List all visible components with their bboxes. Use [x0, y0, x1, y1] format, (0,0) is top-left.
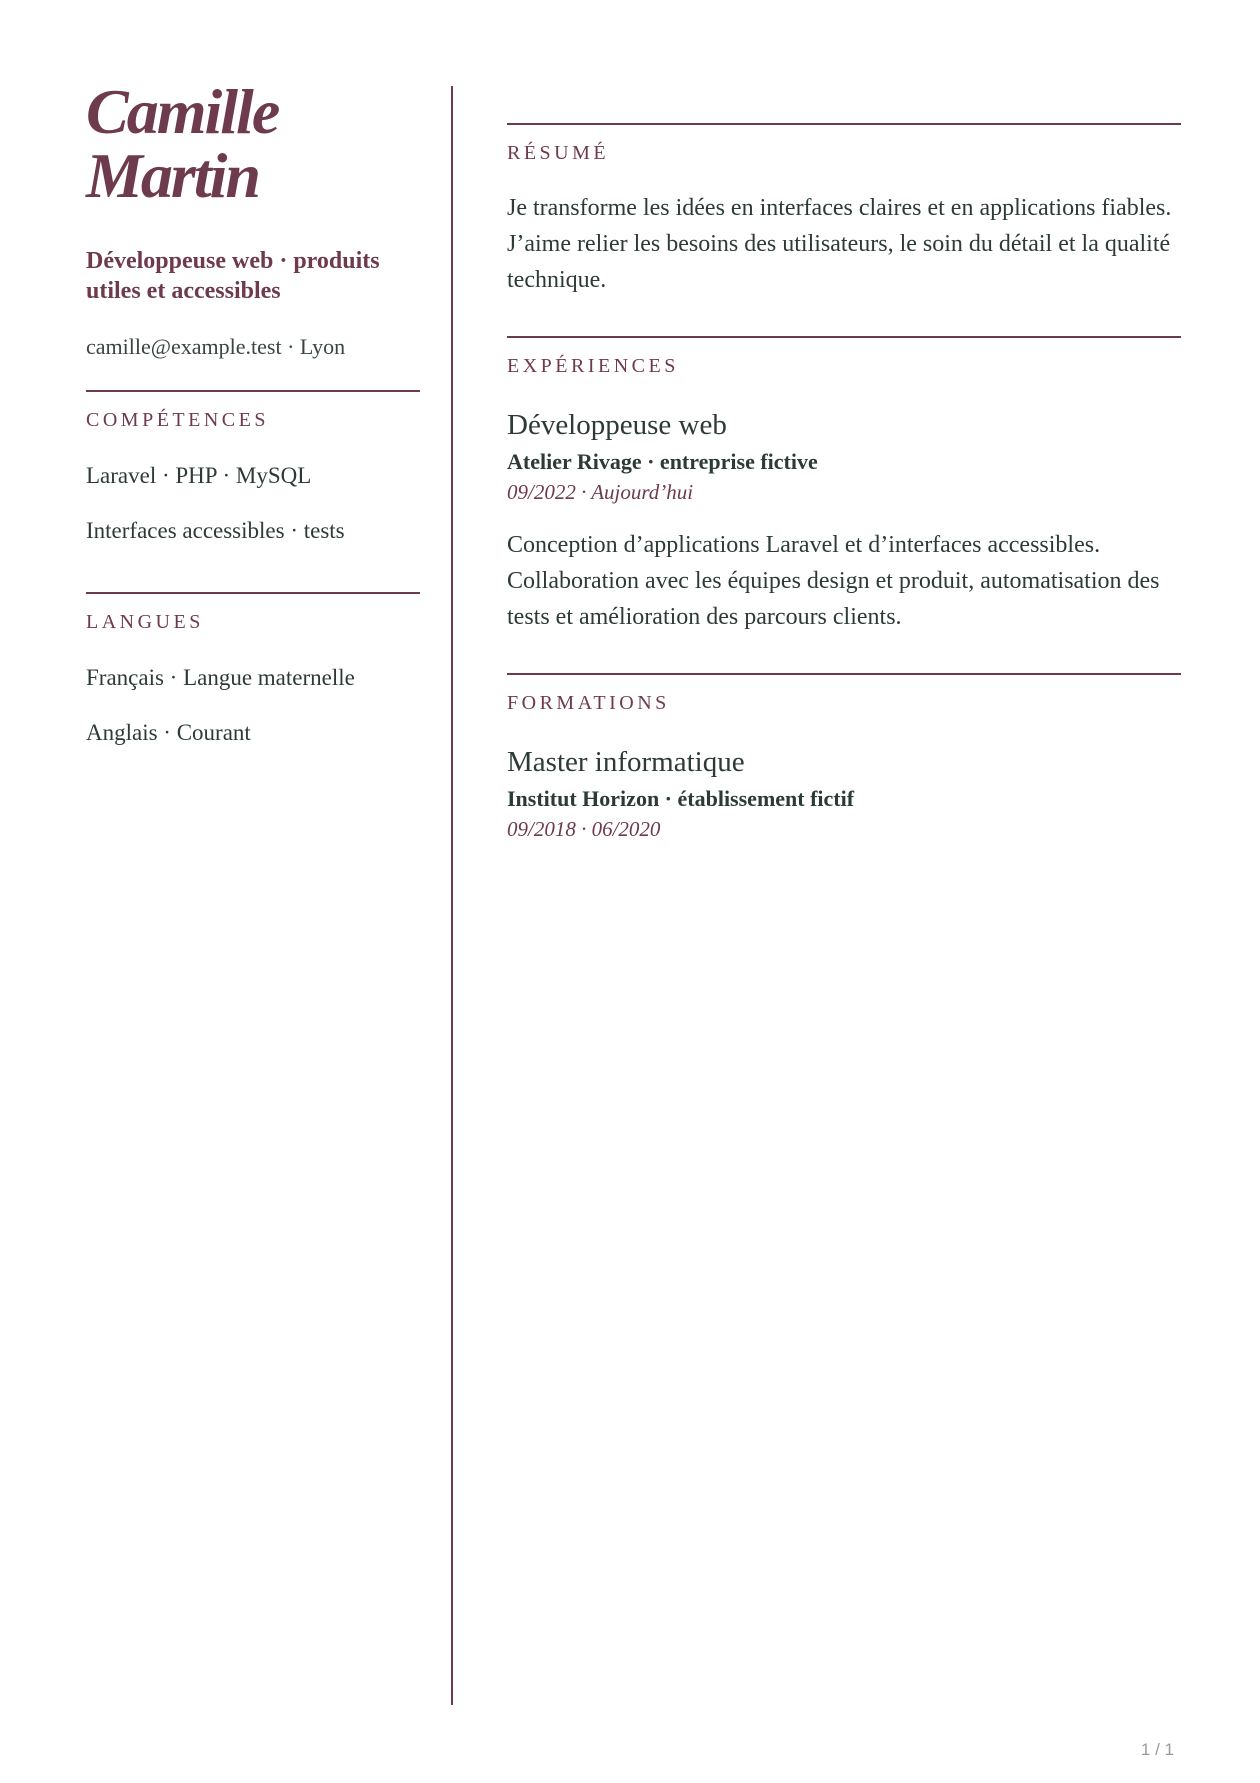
candidate-name [86, 76, 420, 211]
language-item: Anglais · Courant [86, 720, 251, 745]
skill-item: Interfaces accessibles · tests [86, 518, 345, 543]
education-dates: 09/2018 · 06/2020 [507, 817, 661, 841]
section-rule [507, 336, 1181, 338]
education-entry [507, 744, 1181, 844]
institution: Institut Horizon · établissement fictif [507, 786, 855, 811]
summary-text: Je transforme les idées en interfaces claires et en applications fiables. J’aime relier les besoins des utilisateurs, le soin du détail et la qualité technique. [507, 195, 1172, 293]
column-divider [451, 86, 453, 1705]
main-content [507, 123, 1181, 844]
section-rule [507, 673, 1181, 675]
job-title: Développeuse web [507, 409, 727, 441]
degree-title: Master informatique [507, 746, 745, 778]
language-item: Français · Langue maternelle [86, 665, 355, 690]
last-name: Martin [86, 140, 259, 211]
job-description: Conception d’applications Laravel et d’interfaces accessibles. Collaboration avec les équipes design et produit, automatisation des tests et amélioration des parcours clients. [507, 532, 1160, 630]
experience-heading: EXPÉRIENCES [507, 355, 679, 377]
languages-list [86, 663, 420, 748]
skills-heading: COMPÉTENCES [86, 409, 269, 431]
sidebar [86, 76, 420, 748]
contact-info: camille@example.test · Lyon [86, 334, 346, 359]
section-rule [86, 592, 420, 594]
languages-heading: LANGUES [86, 611, 204, 633]
section-rule [507, 123, 1181, 125]
first-name: Camille [86, 76, 279, 147]
skill-item: Laravel · PHP · MySQL [86, 463, 312, 488]
education-heading: FORMATIONS [507, 692, 670, 714]
employer: Atelier Rivage · entreprise fictive [507, 449, 818, 474]
page-number: 1 / 1 [1140, 1740, 1174, 1759]
tagline: Développeuse web · produits utiles et accessibles [86, 248, 380, 304]
skills-list [86, 461, 420, 546]
summary-heading: RÉSUMÉ [507, 142, 610, 164]
job-dates: 09/2022 · Aujourd’hui [507, 480, 694, 504]
experience-entry [507, 407, 1181, 635]
section-rule [86, 390, 420, 392]
